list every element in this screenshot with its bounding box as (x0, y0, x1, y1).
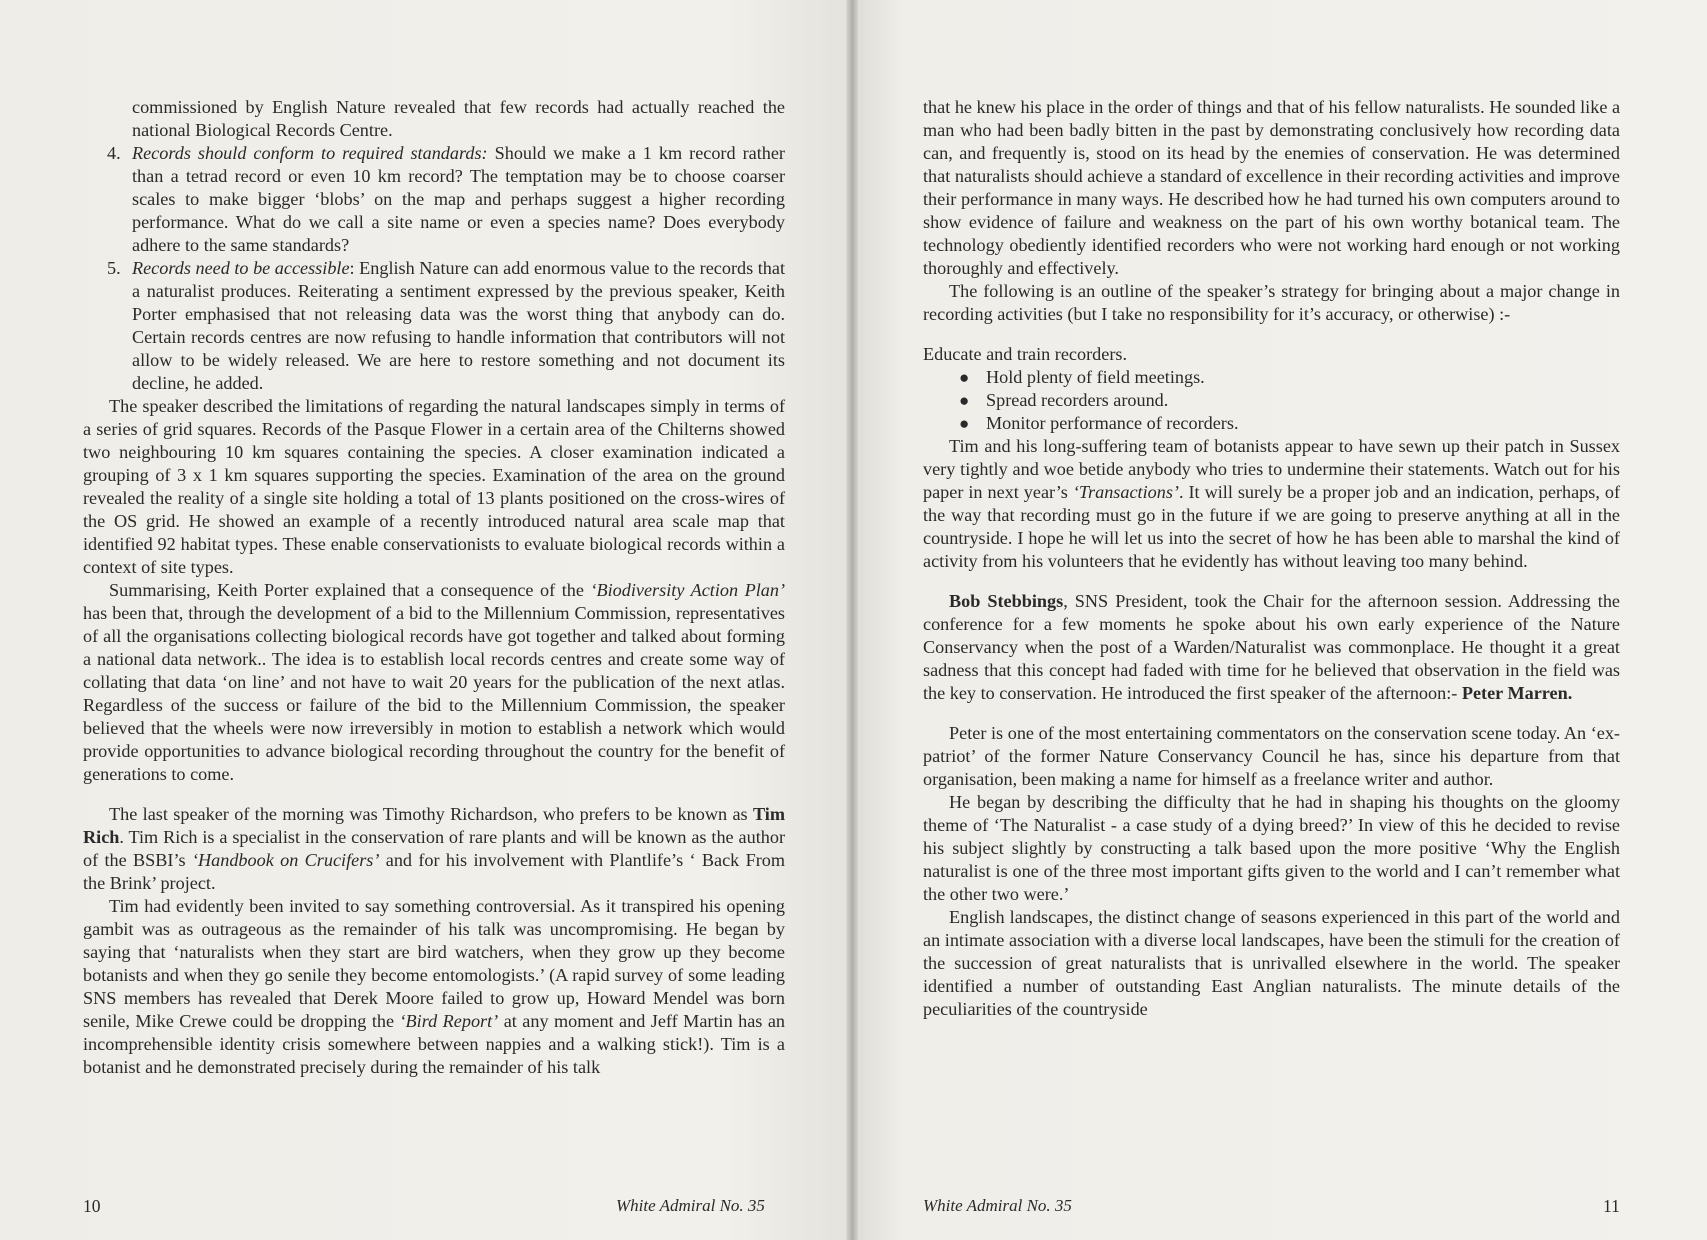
list-item: ● Monitor performance of recorders. (959, 413, 1239, 433)
journal-footer: White Admiral No. 35 (923, 1196, 1072, 1215)
paragraph: English landscapes, the distinct change of seasons experienced in this part of the world and an intimate association with a diverse local landscapes, have been the stimuli for the creation of the succession of great naturalists that is unrivalled elsewhere in the world. The speaker identified a number of outstanding East Anglian naturalists. The minute details of the peculiarities of the countryside (923, 907, 1620, 1019)
bullet-icon: ● (959, 414, 970, 433)
list-item: commissioned by English Nature revealed that few records had actually reached the national Biological Records Centre. (132, 97, 785, 140)
numbered-list (83, 96, 785, 395)
bullet-icon: ● (959, 391, 970, 410)
educate-line: Educate and train recorders. (923, 344, 1127, 364)
paragraph: Peter is one of the most entertaining commentators on the conservation scene today. An ‘ex-patriot’ of the former Nature Conservancy Council he has, since his departure from that organisation, been making a name for himself as a freelance writer and author. (923, 723, 1620, 789)
paragraph: Bob Stebbings, SNS President, took the Chair for the afternoon session. Addressing the conference for a few moments he spoke about his own early experience of the Nature Conservancy when the post of a Warden/Naturalist was commonplace. He thought it a great sadness that this concept had faded with time for he believed that observation in the field was the key to conservation. He introduced the first speaker of the afternoon:- Peter Marren. (923, 591, 1621, 703)
list-item: 4. Records should conform to required standards: Should we make a 1 km record rather than a tetrad record or even 10 km record? The temptation may be to choose coarser scales to make bigger ‘blobs’ on the map and perhaps suggest a higher recording performance. What do we call a site name or even a species name? Does everybody adhere to the same standards? (107, 143, 785, 255)
paragraph: Summarising, Keith Porter explained that a consequence of the ‘Biodiversity Action Plan’ has been that, through the development of a bid to the Millennium Commission, representatives of all the organisations collecting biological records have got together and talked about forming a national data network.. The idea is to establish local records centres and create some way of collating that data ‘on line’ and not have to wait 20 years for the publication of the next atlas. Regardless of the success or failure of the bid to the Millennium Commission, the speaker believed that the wheels were now irreversibly in motion to establish a network which would provide opportunities to advance biological recording throughout the country for the benefit of generations to come. (83, 580, 785, 784)
left-page (0, 0, 852, 1240)
paragraph: Tim and his long-suffering team of botanists appear to have sewn up their patch in Sussex very tightly and woe betide anybody who tries to undermine their statements. Watch out for his paper in next year’s ‘Transactions’. It will surely be a proper job and an indication, perhaps, of the way that recording must go in the future if we are going to preserve anything at all in the countryside. I hope he will let us into the secret of how he has been able to marshal the kind of activity from his volunteers that he evidently has without leaving too many behind. (923, 436, 1620, 571)
book-gutter (846, 0, 858, 1240)
list-item: ● Spread recorders around. (959, 390, 1169, 410)
paragraph: He began by describing the difficulty that he had in shaping his thoughts on the gloomy theme of ‘The Naturalist - a case study of a dying breed?’ In view of this he decided to revise his subject slightly by constructing a talk based upon the more positive ‘Why the English naturalist is one of the three most important gifts given to the world and I can’t remember what the other two were.’ (923, 792, 1620, 904)
paragraph: The following is an outline of the speaker’s strategy for bringing about a major change in recording activities (but I take no responsibility for it’s accuracy, or otherwise) :- (923, 281, 1620, 324)
page-number: 10 (83, 1196, 101, 1216)
list-item: 5. Records need to be accessible: English Nature can add enormous value to the records that a naturalist produces. Reiterating a sentiment expressed by the previous speaker, Keith Porter emphasised that not releasing data was the worst thing that anybody can do. Certain records centres are now refusing to handle information that contributors will not allow to be widely released. We are here to restore something and not document its decline, he added. (107, 258, 786, 393)
list-item: ● Hold plenty of field meetings. (959, 367, 1205, 387)
paragraph: that he knew his place in the order of things and that of his fellow naturalists. He sounded like a man who had been badly bitten in the past by demonstrating conclusively how recording data can, and frequently is, stood on its head by the enemies of conservation. He was determined that naturalists should achieve a standard of excellence in their recording activities and improve their performance in many ways. He described how he had turned his own computers around to show evidence of failure and weakness on the part of his own worthy botanical team. The technology obediently identified recorders who were not working hard enough or not working thoroughly and effectively. (923, 97, 1621, 278)
journal-footer: White Admiral No. 35 (616, 1196, 765, 1215)
bullet-list (923, 366, 1620, 435)
right-text-column (923, 96, 1620, 1021)
paragraph: The last speaker of the morning was Timothy Richardson, who prefers to be known as Tim Rich. Tim Rich is a specialist in the conservation of rare plants and will be known as the author of the BSBI’s ‘Handbook on Crucifers’ and for his involvement with Plantlife’s ‘ Back From the Brink’ project. (83, 804, 786, 893)
paragraph: The speaker described the limitations of regarding the natural landscapes simply in terms of a series of grid squares. Records of the Pasque Flower in a certain area of the Chilterns showed two neighbouring 10 km squares containing the species. A closer examination indicated a grouping of 3 x 1 km squares supporting the species. Examination of the area on the ground revealed the reality of a single site holding a total of 13 plants positioned on the cross-wires of the OS grid. He showed an example of a recently introduced natural area scale map that identified 92 habitat types. These enable conservationists to evaluate biological records within a context of site types. (83, 396, 785, 577)
left-text-column (83, 96, 785, 1079)
bullet-icon: ● (959, 368, 970, 387)
right-page (852, 0, 1707, 1240)
page-number: 11 (1603, 1196, 1620, 1216)
paragraph: Tim had evidently been invited to say something controversial. As it transpired his opening gambit was as outrageous as the remainder of his talk was uncompromising. He began by saying that ‘naturalists when they start are bird watchers, when they grow up they become botanists and when they go senile they become entomologists.’ (A rapid survey of some leading SNS members has revealed that Derek Moore failed to grow up, Howard Mendel was born senile, Mike Crewe could be dropping the ‘Bird Report’ at any moment and Jeff Martin has an incomprehensible identity crisis somewhere between nappies and a walking stick!). Tim is a botanist and he demonstrated precisely during the remainder of his talk (83, 896, 785, 1077)
